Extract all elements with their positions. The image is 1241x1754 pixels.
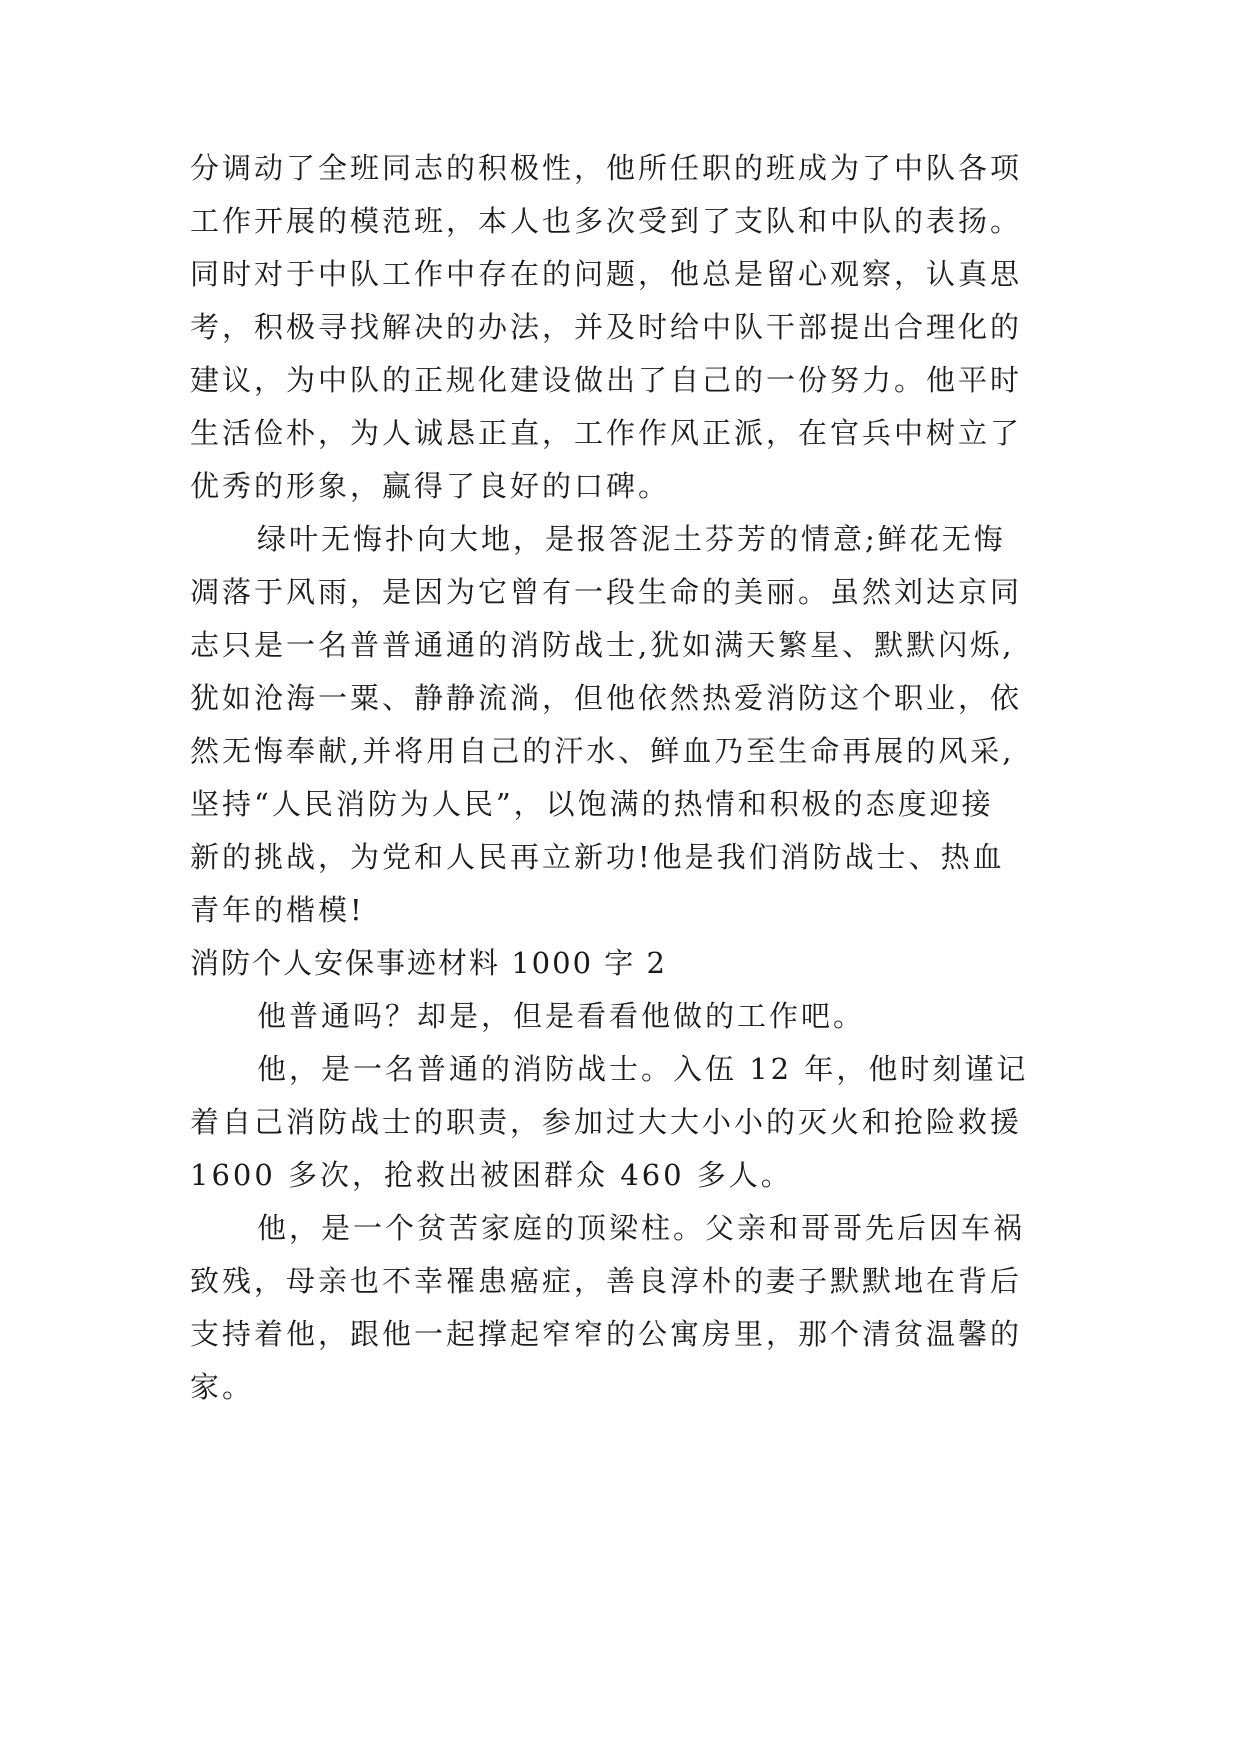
paragraph-line: 青年的楷模! (190, 893, 365, 927)
paragraph-line: 志只是一名普普通通的消防战士,犹如满天繁星、默默闪烁, (190, 628, 1015, 662)
paragraph-line: 致残，母亲也不幸罹患癌症，善良淳朴的妻子默默地在背后 (190, 1264, 1023, 1298)
paragraph-line: 坚持“人民消防为人民”，以饱满的热情和积极的态度迎接 (190, 787, 994, 821)
paragraph-line: 着自己消防战士的职责，参加过大大小小的灭火和抢险救援 (190, 1105, 1023, 1139)
paragraph-line: 生活俭朴，为人诚恳正直，工作作风正派，在官兵中树立了 (190, 416, 1023, 450)
paragraph-line: 建议，为中队的正规化建设做出了自己的一份努力。他平时 (190, 363, 1023, 397)
paragraph-line: 他，是一个贫苦家庭的顶梁柱。父亲和哥哥先后因车祸 (257, 1211, 1026, 1245)
paragraph-line: 新的挑战，为党和人民再立新功!他是我们消防战士、热血 (190, 840, 1005, 874)
paragraph-line: 他普通吗？却是，但是看看他做的工作吧。 (257, 999, 866, 1033)
paragraph-line: 同时对于中队工作中存在的问题，他总是留心观察，认真思 (190, 257, 1023, 291)
paragraph-line: 1600 多次，抢救出被困群众 460 多人。 (190, 1158, 793, 1192)
paragraph-line: 犹如沧海一粟、静静流淌，但他依然热爱消防这个职业，依 (190, 681, 1023, 715)
section-heading: 消防个人安保事迹材料 1000 字 2 (190, 946, 667, 980)
paragraph-line: 家。 (190, 1370, 255, 1404)
paragraph-line: 分调动了全班同志的积极性，他所任职的班成为了中队各项 (190, 151, 1023, 185)
paragraph-line: 支持着他，跟他一起撑起窄窄的公寓房里，那个清贫温馨的 (190, 1317, 1023, 1351)
paragraph-line: 凋落于风雨，是因为它曾有一段生命的美丽。虽然刘达京同 (190, 575, 1023, 609)
paragraph-line: 优秀的形象，赢得了良好的口碑。 (190, 469, 671, 503)
paragraph-line: 然无悔奉献,并将用自己的汗水、鲜血乃至生命再展的风采, (190, 734, 1015, 768)
paragraph-line: 工作开展的模范班，本人也多次受到了支队和中队的表扬。 (190, 204, 1023, 238)
paragraph-line: 他，是一名普通的消防战士。入伍 12 年，他时刻谨记 (257, 1052, 1029, 1086)
paragraph-line: 考，积极寻找解决的办法，并及时给中队干部提出合理化的 (190, 310, 1023, 344)
paragraph-line: 绿叶无悔扑向大地，是报答泥土芬芳的情意;鲜花无悔 (257, 522, 1006, 556)
